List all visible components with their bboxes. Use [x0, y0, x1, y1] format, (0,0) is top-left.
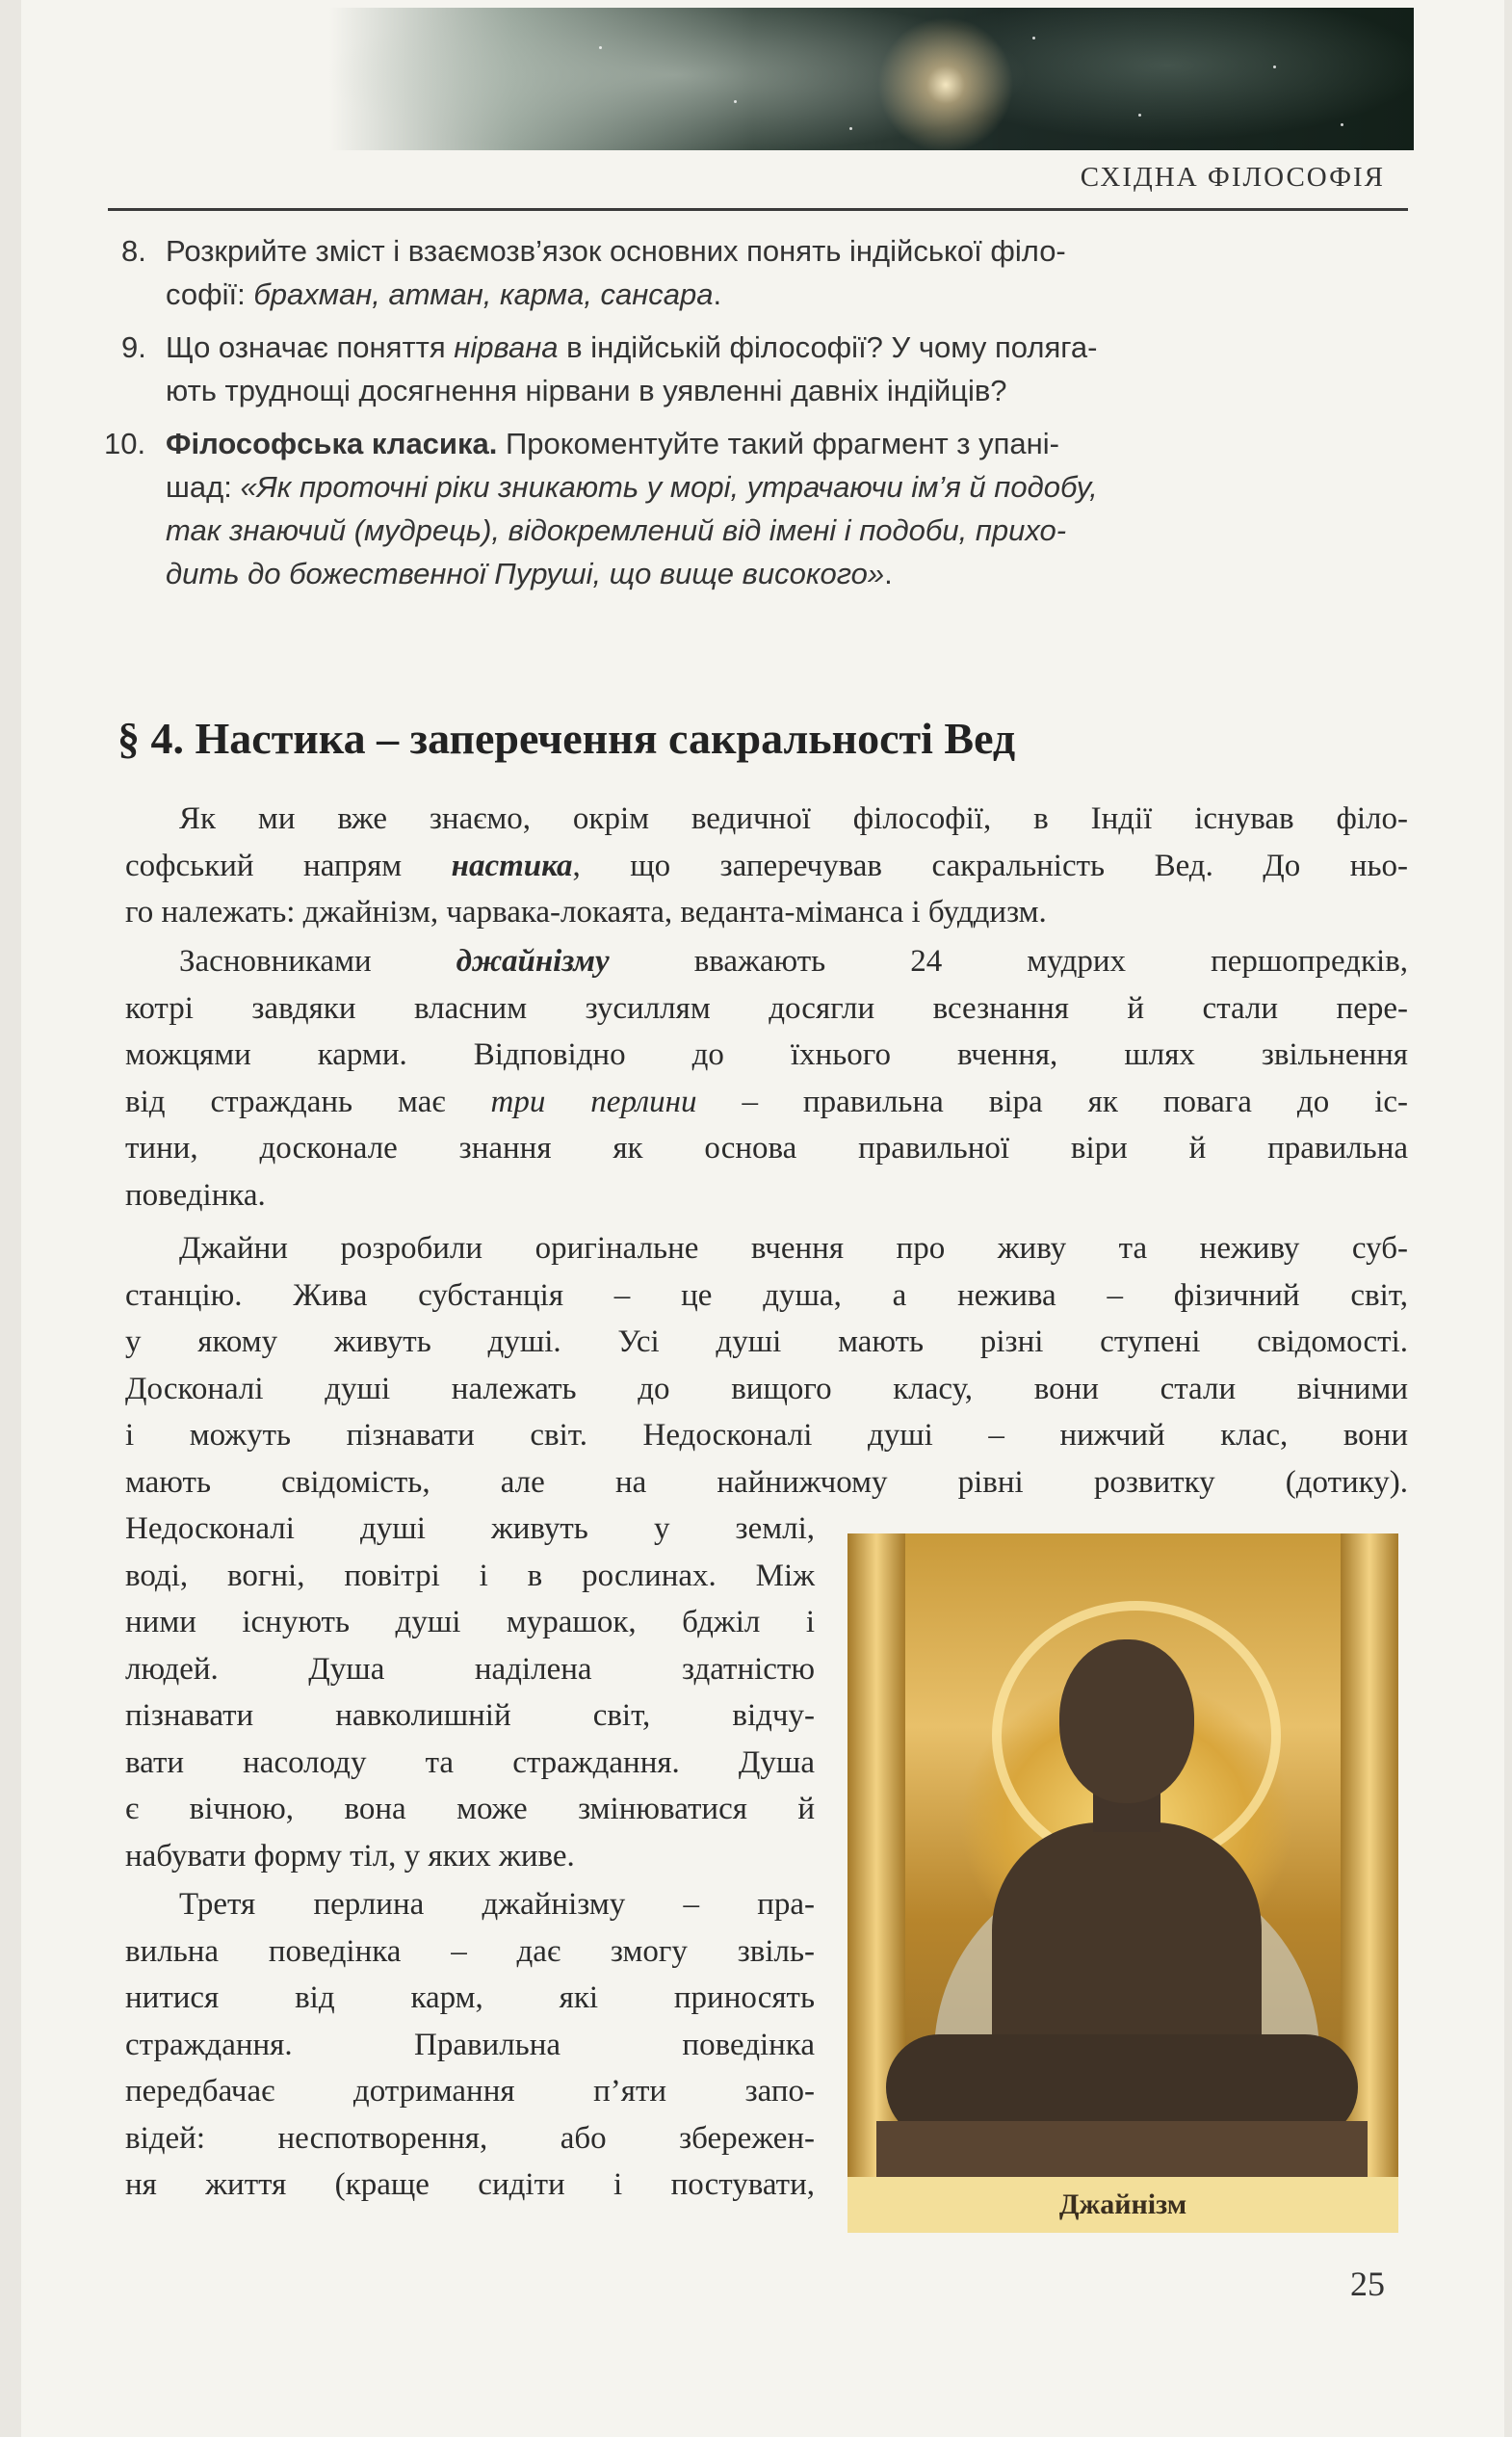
section-heading: § 4. Настика – заперечення сакральності Вед — [117, 714, 1016, 763]
text-line: вати насолоду та страждання. Душа — [125, 1744, 815, 1780]
question-line: дить до божественної Пуруші, що вище високого». — [166, 557, 893, 590]
key-term: три перлини — [490, 1084, 697, 1119]
question-line: шад: «Як проточні ріки зникають у морі, утрачаючи ім’я й подобу, — [166, 470, 1098, 504]
text-line: тини, досконале знання як основа правильної віри й правильна — [125, 1131, 1408, 1166]
starfield-banner-image — [60, 8, 1414, 150]
header-rule — [108, 208, 1408, 211]
text-line: відей: неспотворення, або збережен- — [125, 2120, 815, 2156]
paragraph-1 — [125, 796, 1408, 936]
bold-label: Філософська класика. — [166, 427, 498, 460]
text-line: ня життя (краще сидіти і постувати, — [125, 2167, 815, 2202]
text-line: страждання. Правильна поведінка — [125, 2027, 815, 2062]
question-line: Що означає поняття нірвана в індійській філософії? У чому поляга- — [166, 330, 1098, 364]
text-line: і можуть пізнавати світ. Недосконалі душі – нижчий клас, вони — [125, 1418, 1408, 1453]
text-line: від страждань має три перлини – правильна віра як повага до іс- — [125, 1084, 1409, 1119]
text-line: Досконалі душі належать до вищого класу, вони стали вічними — [125, 1371, 1408, 1406]
key-term: настика — [451, 848, 573, 883]
text-line: є вічною, вона може змінюватися й — [125, 1792, 815, 1826]
question-10 — [104, 422, 1408, 595]
text-line: Третя перлина джайнізму – пра- — [179, 1887, 815, 1922]
textbook-page — [21, 0, 1504, 2437]
question-line: софії: брахман, атман, карма, сансара. — [166, 277, 722, 311]
text-line: софський напрям настика, що заперечував сакральність Вед. До ньо- — [125, 848, 1408, 883]
question-line: Розкрийте зміст і взаємозв’язок основних понять індійської філо- — [166, 234, 1066, 268]
quote: «Як проточні ріки зникають у морі, утрачаючи ім’я й подобу, — [240, 470, 1098, 504]
question-8 — [121, 229, 1408, 316]
paragraph-4 — [125, 1881, 815, 2209]
paragraph-3 — [125, 1225, 1408, 1506]
key-term: нірвана — [454, 330, 559, 364]
page-number: 25 — [1350, 2265, 1385, 2303]
text-line: пізнавати навколишній світ, відчу- — [125, 1698, 815, 1733]
text-line: Недосконалі душі живуть у землі, — [125, 1511, 815, 1546]
running-head: СХІДНА ФІЛОСОФІЯ — [1080, 162, 1385, 193]
question-number: 8. — [121, 234, 146, 268]
question-9 — [121, 326, 1408, 412]
text-line: вильна поведінка – дає змогу звіль- — [125, 1933, 815, 1969]
text-line: Засновниками джайнізму вважають 24 мудрих першопредків, — [179, 944, 1408, 979]
jain-statue-photo — [847, 1533, 1398, 2177]
text-line: воді, вогні, повітрі і в рослинах. Між — [125, 1558, 815, 1593]
question-line: Філософська класика. Прокоментуйте такий фрагмент з упані- — [166, 427, 1059, 460]
text-line: Як ми вже знаємо, окрім ведичної філософії, в Індії існував філо- — [179, 801, 1408, 836]
key-term: джайнізму — [456, 944, 610, 979]
text-line: у якому живуть душі. Усі душі мають різні ступені свідомості. — [125, 1324, 1408, 1359]
key-terms: брахман, атман, карма, сансара — [253, 277, 714, 311]
text-line: набувати форму тіл, у яких живе. — [125, 1838, 575, 1874]
text-line: передбачає дотримання п’яти запо- — [125, 2074, 815, 2109]
paragraph-2 — [125, 938, 1408, 1218]
question-line: ють труднощі досягнення нірвани в уявленні давніх індійців? — [166, 374, 1007, 407]
text-line: котрі завдяки власним зусиллям досягли всезнання й стали пере- — [125, 990, 1408, 1026]
text-line: нитися від карм, які приносять — [125, 1980, 815, 2015]
text-line: мають свідомість, але на найнижчому рівні розвитку (дотику). — [125, 1464, 1408, 1500]
text-line: людей. Душа наділена здатністю — [125, 1651, 815, 1687]
figure-jainism — [847, 1533, 1398, 2233]
text-line: Джайни розробили оригінальне вчення про живу та неживу суб- — [179, 1231, 1408, 1266]
text-line: го належать: джайнізм, чарвака-локаята, веданта-міманса і буддизм. — [125, 895, 1047, 930]
text-line: станцію. Жива субстанція – це душа, а нежива – фізичний світ, — [125, 1277, 1408, 1313]
figure-caption: Джайнізм — [1058, 2188, 1187, 2220]
text-line: ними існують душі мурашок, бджіл і — [125, 1605, 815, 1639]
question-number: 10. — [104, 427, 146, 460]
text-line: поведінка. — [125, 1177, 266, 1213]
paragraph-3-continued — [125, 1506, 815, 1879]
question-line: так знаючий (мудрець), відокремлений від імені і подоби, прихо- — [166, 513, 1067, 547]
question-number: 9. — [121, 330, 146, 364]
text-line: можцями карми. Відповідно до їхнього вчення, шлях звільнення — [125, 1037, 1408, 1072]
